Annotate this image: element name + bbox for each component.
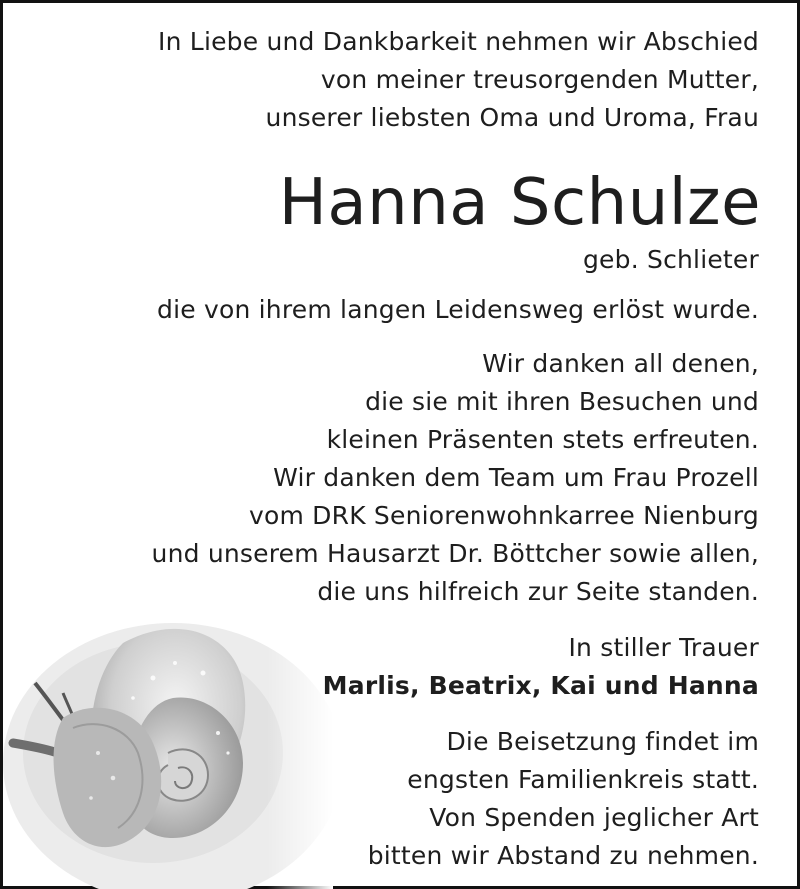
thanks-line: Wir danken dem Team um Frau Prozell	[273, 463, 759, 492]
redemption-line: die von ihrem langen Leidensweg erlöst wurde.	[157, 295, 759, 324]
rose-icon	[3, 603, 333, 889]
maiden-name-text: geb. Schlieter	[582, 245, 759, 274]
mourning-label-text: In stiller Trauer	[568, 633, 759, 662]
intro-line: unserer liebsten Oma und Uroma, Frau	[265, 103, 759, 132]
thanks-line: die uns hilfreich zur Seite standen.	[317, 577, 759, 606]
thanks-line: die sie mit ihren Besuchen und	[365, 387, 759, 416]
intro-text	[158, 23, 759, 137]
thanks-line: Wir danken all denen,	[482, 349, 759, 378]
funeral-notice	[368, 723, 759, 875]
deceased-name: Hanna Schulze	[278, 166, 761, 240]
family-names-text: Marlis, Beatrix, Kai und Hanna	[322, 671, 759, 700]
mourning-label	[568, 629, 759, 667]
thanks-text	[152, 345, 759, 611]
thanks-line: vom DRK Seniorenwohnkarree Nienburg	[248, 501, 759, 530]
thanks-line: kleinen Präsenten stets erfreuten.	[326, 425, 759, 454]
intro-line: von meiner treusorgenden Mutter,	[320, 65, 759, 94]
funeral-line: bitten wir Abstand zu nehmen.	[367, 841, 759, 870]
funeral-line: engsten Familienkreis statt.	[407, 765, 759, 794]
intro-line: In Liebe und Dankbarkeit nehmen wir Abschied	[158, 27, 759, 56]
funeral-line: Die Beisetzung findet im	[446, 727, 759, 756]
funeral-line: Von Spenden jeglicher Art	[429, 803, 759, 832]
family-names	[323, 667, 759, 705]
thanks-line: und unserem Hausarzt Dr. Böttcher sowie allen,	[151, 539, 759, 568]
redemption-text	[157, 291, 759, 329]
maiden-name	[583, 241, 759, 279]
